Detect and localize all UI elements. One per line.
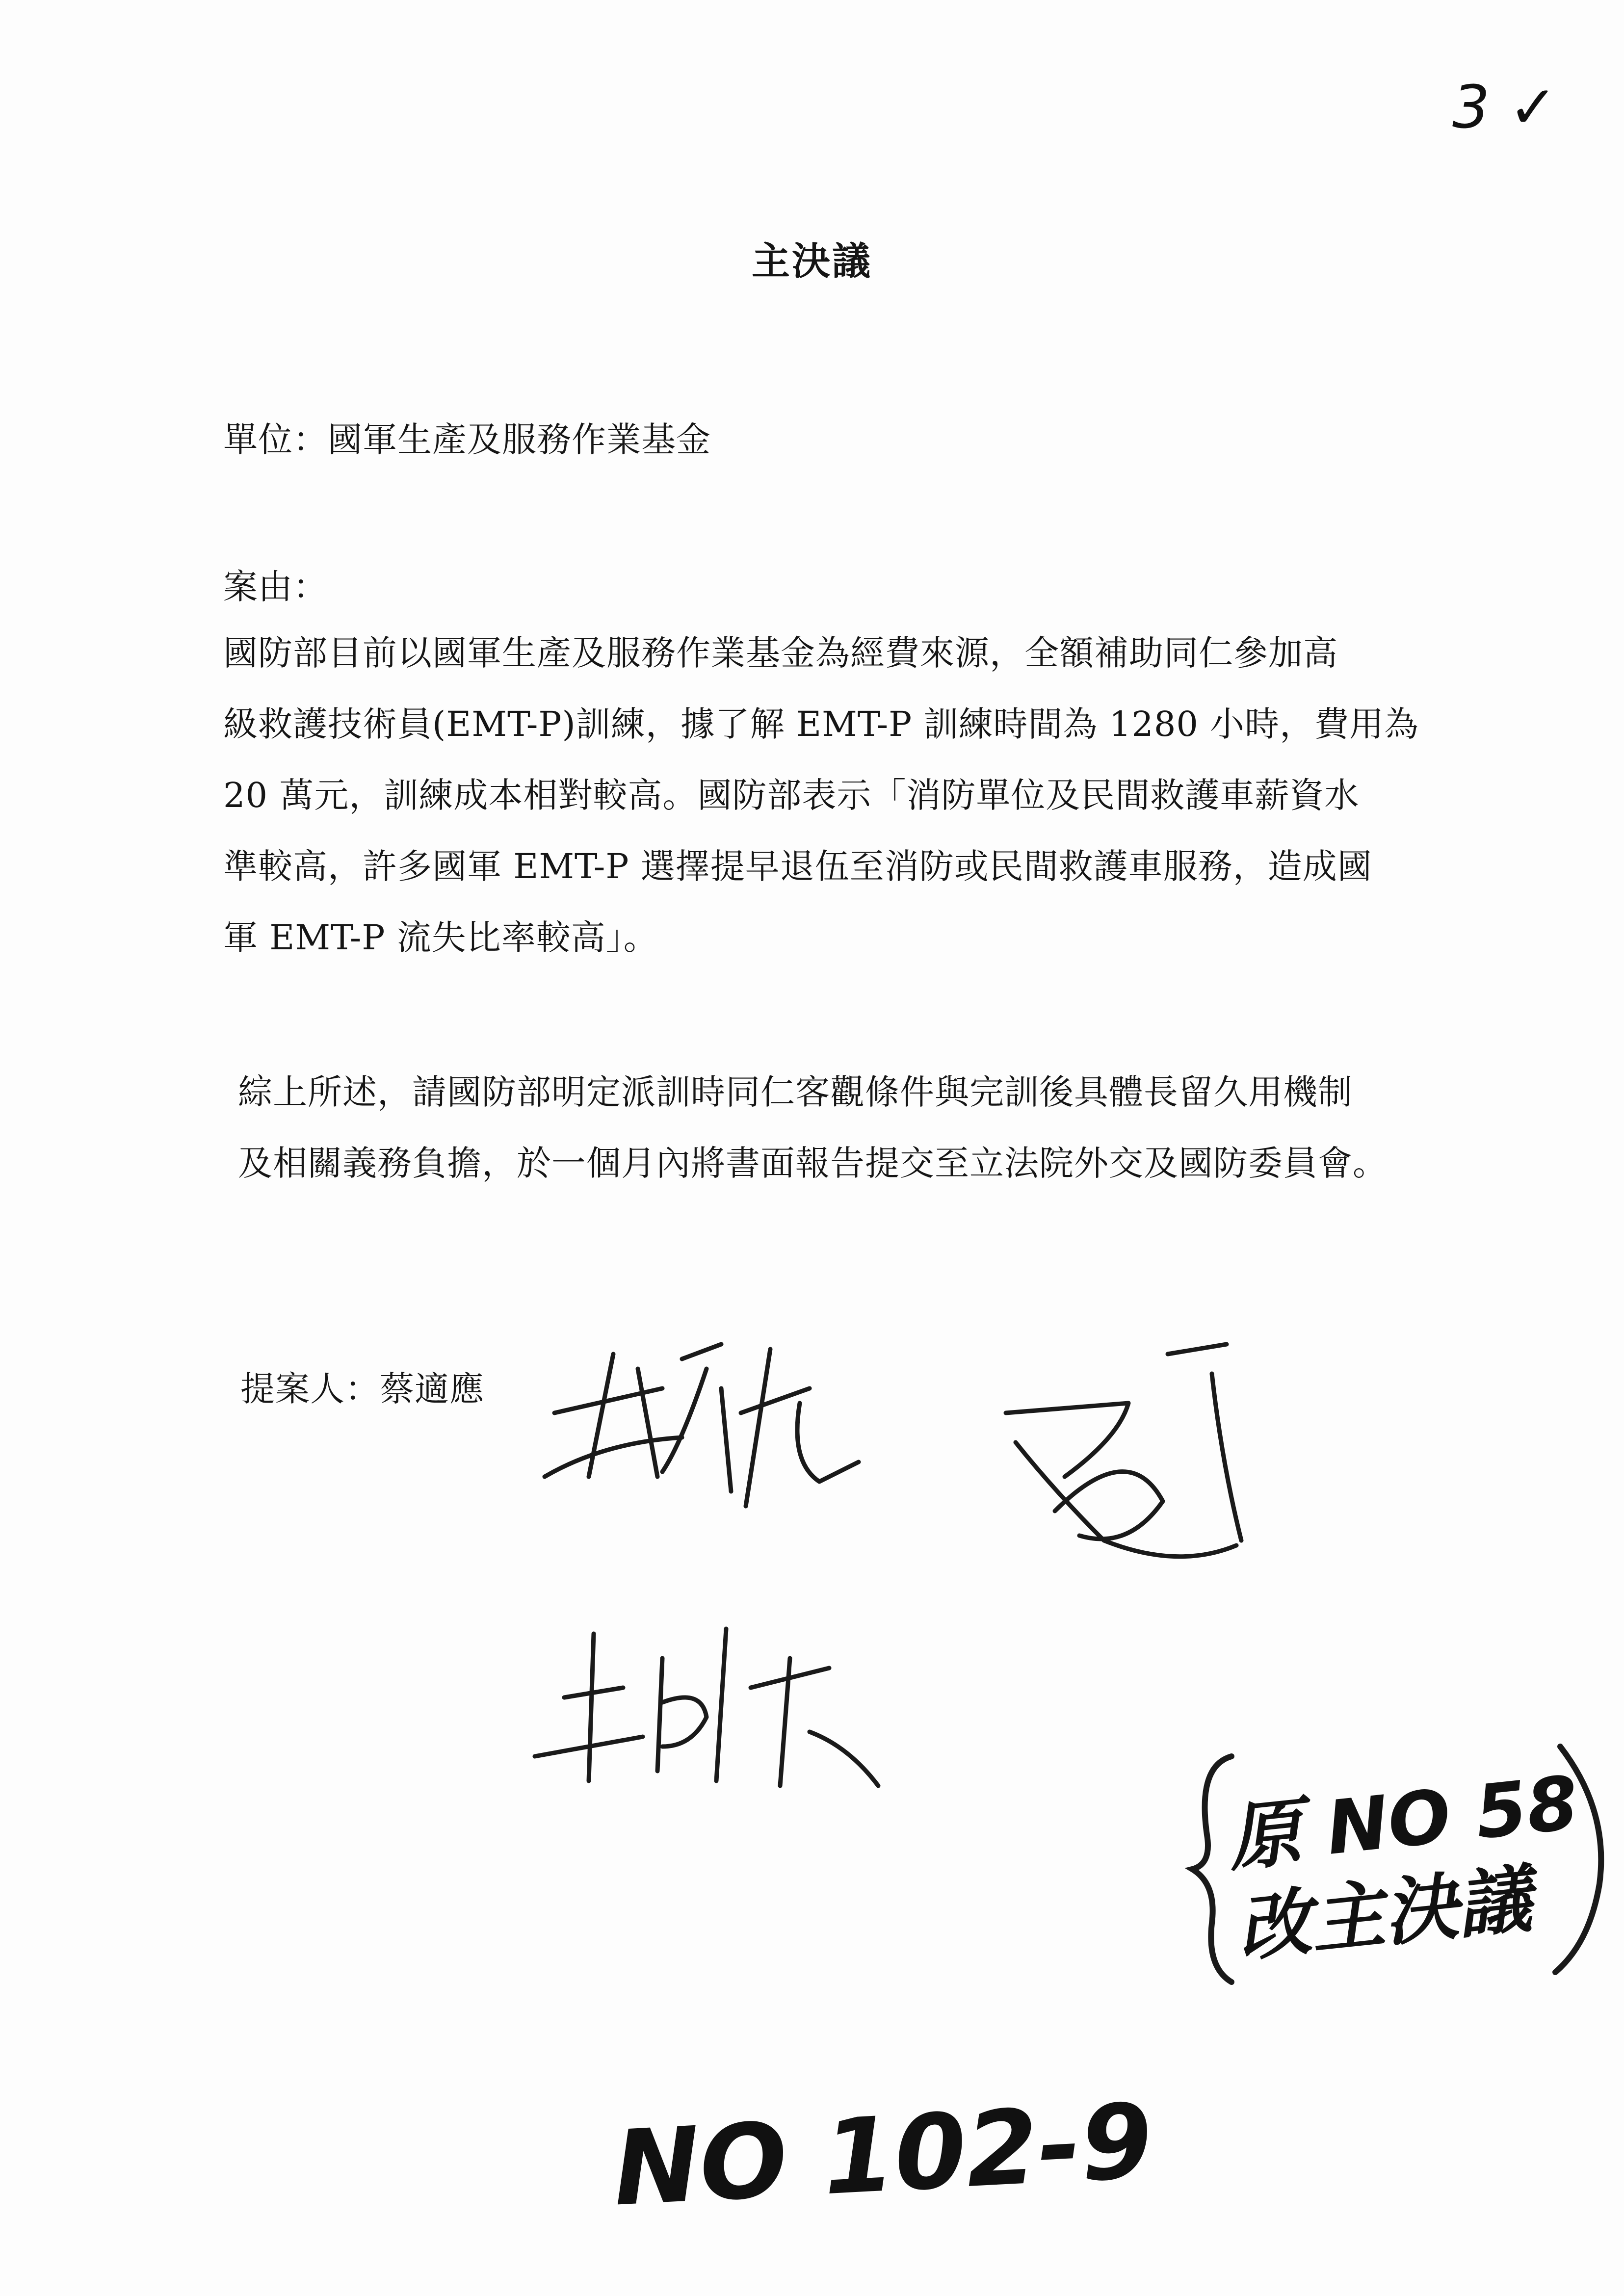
signature-stroke	[535, 1634, 643, 1781]
reason-line: 級救護技術員(EMT-P)訓練，據了解 EMT-P 訓練時間為 1280 小時，費用為	[223, 704, 1419, 744]
reason-label: 案由：	[223, 567, 328, 607]
reason-line: 國防部目前以國軍生產及服務作業基金為經費來源，全額補助同仁參加高	[223, 633, 1338, 673]
unit-line: 單位：國軍生產及服務作業基金	[223, 419, 711, 460]
handwritten-note-changed-to-main-resolution: 改主決議	[1233, 1856, 1535, 1972]
corner-check-mark: 3 ✓	[1452, 74, 1558, 142]
signature-stroke	[1055, 1344, 1241, 1540]
signature-stroke	[741, 1349, 859, 1506]
document-title: 主決議	[751, 239, 872, 284]
handwritten-document-number: NO 102-9	[610, 2081, 1155, 2229]
reason-line: 準較高，許多國軍 EMT-P 選擇提早退伍至消防或民間救護車服務，造成國	[223, 846, 1372, 887]
signature-stroke	[662, 1344, 731, 1491]
handwritten-note-original-number: 原 NO 58	[1224, 1760, 1582, 1882]
conclusion-line: 綜上所述，請國防部明定派訓時同仁客觀條件與完訓後具體長留久用機制	[238, 1072, 1353, 1112]
reason-line: 軍 EMT-P 流失比率較高」。	[223, 917, 658, 958]
conclusion-line: 及相關義務負擔，於一個月內將書面報告提交至立法院外交及國防委員會。	[238, 1143, 1388, 1183]
signature-stroke	[751, 1658, 878, 1786]
proposer-line: 提案人：蔡適應	[240, 1369, 484, 1409]
signature-stroke	[657, 1629, 726, 1781]
reason-line: 20 萬元，訓練成本相對較高。國防部表示「消防單位及民間救護車薪資水	[223, 775, 1360, 815]
signature-stroke	[545, 1354, 682, 1477]
